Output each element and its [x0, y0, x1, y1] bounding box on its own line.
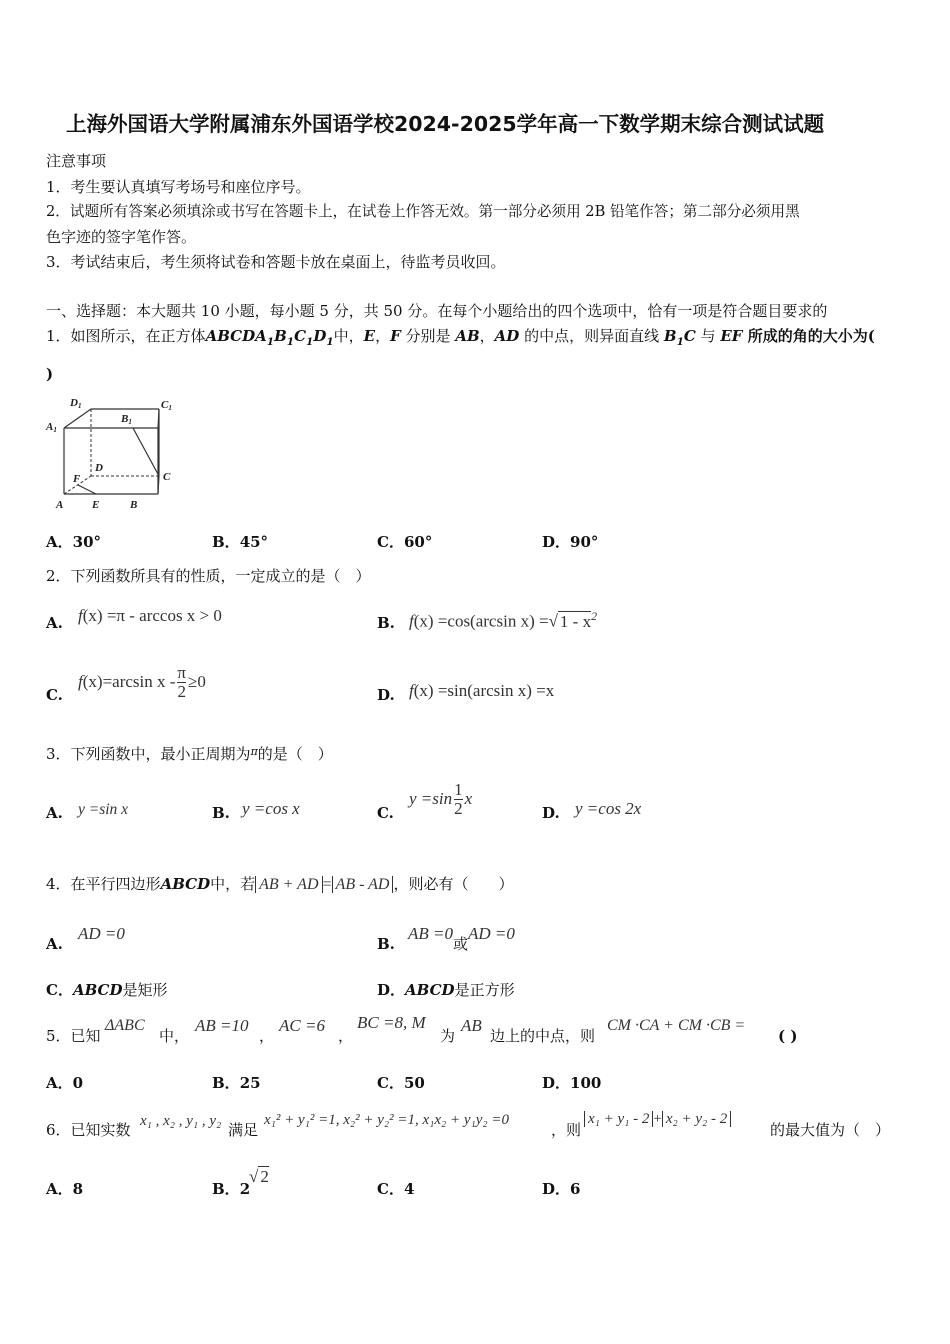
q3-option-c-label[interactable]: C. — [377, 804, 394, 822]
math-sup: 2 — [591, 609, 598, 623]
stem-text: 或 — [453, 935, 469, 953]
q1-option-d[interactable] — [542, 532, 598, 552]
math-abs: AB + AD — [255, 876, 322, 893]
question-number: 1． — [46, 327, 71, 345]
math-expr: ≥0 — [188, 672, 206, 691]
q4-option-c[interactable] — [46, 980, 168, 1000]
option-text: 4 — [403, 1180, 415, 1198]
stem-text: 所成的角的大小为( — [742, 327, 875, 345]
q6-option-a[interactable] — [46, 1179, 83, 1199]
label-b: B — [130, 499, 138, 511]
math-sub: 1 — [326, 336, 334, 348]
math-expr: =arcsin x - — [102, 672, 176, 691]
stem-text: 中，若 — [210, 875, 256, 893]
stem-text: 中， — [333, 327, 364, 345]
q6-option-d[interactable] — [542, 1179, 580, 1199]
math-var: F — [390, 327, 401, 345]
segment-b1c — [133, 428, 159, 476]
stem-text: ， — [375, 327, 391, 345]
notice-heading: 注意事项 — [46, 152, 107, 170]
option-label: C． — [377, 1180, 404, 1198]
q6-option-b-root: √ 2 — [249, 1167, 269, 1186]
math-var: AB — [455, 327, 480, 345]
math-expr: + — [653, 1111, 662, 1127]
q6-text-b: 满足 — [228, 1121, 259, 1139]
question-number: 5． — [46, 1027, 71, 1045]
math-var: E — [363, 327, 376, 345]
q5-sep-1: ， — [259, 1027, 275, 1045]
q5-option-b[interactable] — [212, 1073, 261, 1093]
segment-ef — [78, 485, 96, 494]
label-a: A — [56, 499, 64, 511]
q6-text-d: 的最大值为（ ） — [770, 1121, 891, 1139]
math-expr: = — [322, 876, 332, 893]
math-var: f — [78, 672, 83, 691]
math-expr: =sin(arcsin x) =x — [433, 681, 555, 700]
stem-text: 分别是 — [400, 327, 456, 345]
option-label: B． — [212, 1074, 240, 1092]
option-label: B． — [212, 533, 240, 551]
math-radicand: 1 - x — [559, 611, 592, 631]
math-abs: AB - AD — [332, 876, 394, 893]
q1-option-c[interactable] — [377, 532, 432, 552]
question-number: 3． — [46, 745, 71, 763]
q3-option-b-label[interactable]: B. — [212, 804, 230, 822]
math-var: ABCD — [72, 981, 123, 999]
math-var: EF — [720, 327, 743, 345]
frac-numerator: 1 — [454, 779, 463, 799]
stem-text: 下列函数所具有的性质，一定成立的是（ ） — [70, 567, 371, 585]
question-number: 4． — [46, 875, 71, 893]
q5-option-c[interactable] — [377, 1073, 425, 1093]
option-label: C． — [377, 533, 404, 551]
stem-text: 与 — [695, 327, 721, 345]
q5-answer-blank: ( ) — [778, 1027, 798, 1045]
page-title: 上海外国语大学附属浦东外国语学校2024-2025学年高一下数学期末综合测试试题 — [66, 112, 825, 136]
math-var: π — [250, 745, 258, 758]
notice-item-2-cont: 色字迹的签字笔作答。 — [46, 228, 197, 246]
q2-option-b-label[interactable]: B. — [377, 614, 395, 632]
option-text: 25 — [239, 1074, 261, 1092]
option-label: A． — [46, 1074, 73, 1092]
option-label: D． — [542, 533, 571, 551]
stem-text: 如图所示，在正方体 — [70, 327, 206, 345]
option-label: D． — [377, 981, 406, 999]
stem-text: 的是（ ） — [257, 745, 333, 763]
math-abs: x₁ + y₁ - 2 — [584, 1111, 653, 1127]
option-text: 2 — [239, 1180, 251, 1198]
q3-option-d-expr: y =cos 2x — [575, 799, 642, 818]
question-1-stem — [46, 326, 875, 352]
option-text: 6 — [570, 1180, 581, 1198]
q2-option-a-expr — [78, 606, 222, 626]
stem-text: 在平行四边形 — [70, 875, 161, 893]
q5-dot-expr: CM ·CA + CM ·CB = — [607, 1017, 746, 1034]
q4-option-a-expr: AD =0 — [78, 924, 125, 943]
q6-condition: x₁² + y₁² =1, x₂² + y₂² =1, x₁x₂ + y₁y₂ =0 — [264, 1112, 509, 1128]
q2-option-d-expr — [409, 681, 554, 701]
q4-option-d[interactable] — [377, 980, 515, 1000]
q1-option-b[interactable] — [212, 532, 268, 552]
math-expr: AB =0 — [408, 924, 453, 943]
q2-option-c-expr — [78, 660, 206, 704]
q2-option-a-label[interactable]: A. — [46, 614, 63, 632]
label-d1: D1 — [70, 397, 82, 410]
q3-option-b-expr: y =cos x — [242, 799, 300, 818]
stem-text: ，则必有（ ） — [393, 875, 514, 893]
option-text: 30° — [72, 533, 102, 551]
option-label: B． — [212, 1180, 240, 1198]
math-sub: 1 — [306, 336, 314, 348]
option-text: 8 — [72, 1180, 84, 1198]
math-var: D — [313, 327, 327, 345]
option-label: A． — [46, 533, 73, 551]
q2-option-c-label[interactable]: C. — [46, 686, 63, 704]
question-number: 6． — [46, 1121, 71, 1139]
notice-item-1: 1．考生要认真填写考场号和座位序号。 — [46, 178, 311, 196]
q5-text-d: 边上的中点，则 — [490, 1027, 596, 1045]
math-var: ABCD — [160, 875, 211, 893]
q3-option-c-expr — [409, 777, 472, 821]
q3-option-d-label[interactable]: D. — [542, 804, 560, 822]
math-var: B — [274, 327, 287, 345]
label-b1: B1 — [121, 413, 132, 426]
math-radicand: 2 — [260, 1167, 269, 1186]
math-var: B — [663, 327, 677, 345]
math-var: x — [464, 789, 473, 808]
q5-bc: BC =8, M — [357, 1013, 426, 1032]
stem-text: 下列函数中，最小正周期为 — [70, 745, 251, 763]
q1-option-a[interactable] — [46, 532, 101, 552]
q5-ac: AC =6 — [279, 1016, 325, 1035]
math-expr: =π - arccos x > 0 — [102, 606, 222, 625]
math-var: C — [294, 327, 307, 345]
math-var: (x) — [413, 681, 434, 700]
q4-option-b-label[interactable]: B. — [377, 935, 395, 953]
label-f: F — [73, 473, 81, 485]
question-4-stem — [46, 874, 513, 895]
q3-option-a-label[interactable]: A. — [46, 804, 63, 822]
math-var: ABCDA — [205, 327, 267, 345]
question-number: 2． — [46, 567, 71, 585]
option-label: C． — [46, 981, 73, 999]
option-label: C． — [377, 1074, 404, 1092]
question-3-stem — [46, 742, 333, 764]
q4-option-b-expr — [408, 924, 515, 953]
label-c: C — [163, 471, 171, 483]
q5-triangle: ΔABC — [105, 1017, 145, 1034]
q2-option-d-label[interactable]: D. — [377, 686, 395, 704]
q6-option-b[interactable] — [212, 1179, 250, 1199]
q5-text-c: 为 — [440, 1027, 456, 1045]
stem-text: 已知实数 — [70, 1121, 131, 1139]
q2-option-b-expr: f(x) =cos(arcsin x) =√ $1 - x^2$ — [409, 609, 598, 631]
option-text: 90° — [570, 533, 599, 551]
question-2-stem — [46, 566, 371, 586]
math-sub: 1 — [286, 336, 295, 348]
math-sub: 1 — [676, 336, 684, 348]
math-var: (x) — [82, 672, 103, 691]
stem-text: ， — [479, 327, 495, 345]
label-c1: C1 — [161, 399, 172, 412]
label-e: E — [92, 499, 100, 511]
math-var: (x) — [413, 611, 434, 631]
frac-denominator: 2 — [454, 798, 463, 818]
q4-option-a-label[interactable]: A. — [46, 935, 63, 953]
stem-text: 的中点，则异面直线 — [519, 327, 664, 345]
q5-option-a[interactable] — [46, 1073, 83, 1093]
stem-text: 已知 — [70, 1027, 101, 1045]
math-expr: AD =0 — [468, 924, 515, 943]
option-label: D． — [542, 1074, 571, 1092]
question-6-stem — [46, 1120, 131, 1140]
math-var: f — [78, 606, 83, 625]
option-text: 是正方形 — [454, 981, 515, 999]
math-sub: 1 — [266, 336, 275, 348]
notice-item-2: 2．试题所有答案必须填涂或书写在答题卡上，在试卷上作答无效。第一部分必须用 2B 铅笔作答；第二部分必须用黑 — [46, 203, 800, 220]
math-var: C — [683, 327, 696, 345]
question-1-close: ) — [46, 365, 54, 383]
q5-ab-2: AB — [461, 1016, 482, 1035]
frac-numerator: π — [177, 662, 186, 682]
math-var: f — [409, 681, 414, 700]
q6-abs-expr — [584, 1109, 731, 1129]
math-expr: y =sin — [409, 789, 453, 808]
option-label: D． — [542, 1180, 571, 1198]
frac-denominator: 2 — [177, 681, 186, 701]
q6-vars: x₁ , x₂ , y₁ , y₂ — [140, 1113, 222, 1129]
math-var: AD — [494, 327, 520, 345]
math-expr: =cos(arcsin x) = — [433, 611, 549, 631]
question-5-stem — [46, 1026, 101, 1046]
option-text: 45° — [239, 533, 269, 551]
option-label: A． — [46, 1180, 73, 1198]
q6-option-c[interactable] — [377, 1179, 414, 1199]
math-abs: x₂ + y₂ - 2 — [662, 1111, 731, 1127]
notice-item-3: 3．考试结束后，考生须将试卷和答题卡放在桌面上，待监考员收回。 — [46, 253, 506, 271]
math-var: ABCD — [405, 981, 455, 999]
q5-text-b: 中， — [159, 1027, 190, 1045]
option-text: 0 — [72, 1074, 84, 1092]
q5-sep-2: ， — [338, 1027, 354, 1045]
q3-option-a-expr: y =sin x — [78, 801, 129, 818]
math-var: (x) — [82, 606, 103, 625]
section-heading: 一、选择题：本大题共 10 小题，每小题 5 分，共 50 分。在每个小题给出的四个选项中，恰有一项是符合题目要求的 — [46, 302, 828, 320]
math-var: f — [409, 611, 414, 631]
label-a1: A1 — [46, 421, 57, 434]
option-text: 60° — [403, 533, 433, 551]
option-text: 100 — [570, 1074, 602, 1092]
q6-text-c: ，则 — [551, 1121, 582, 1139]
cube-figure — [40, 392, 190, 516]
edge-a1d1 — [64, 409, 91, 428]
q5-option-d[interactable] — [542, 1073, 601, 1093]
q5-ab: AB =10 — [195, 1016, 249, 1035]
label-d: D — [95, 462, 103, 474]
option-text: 50 — [403, 1074, 425, 1092]
option-text: 是矩形 — [122, 981, 168, 999]
